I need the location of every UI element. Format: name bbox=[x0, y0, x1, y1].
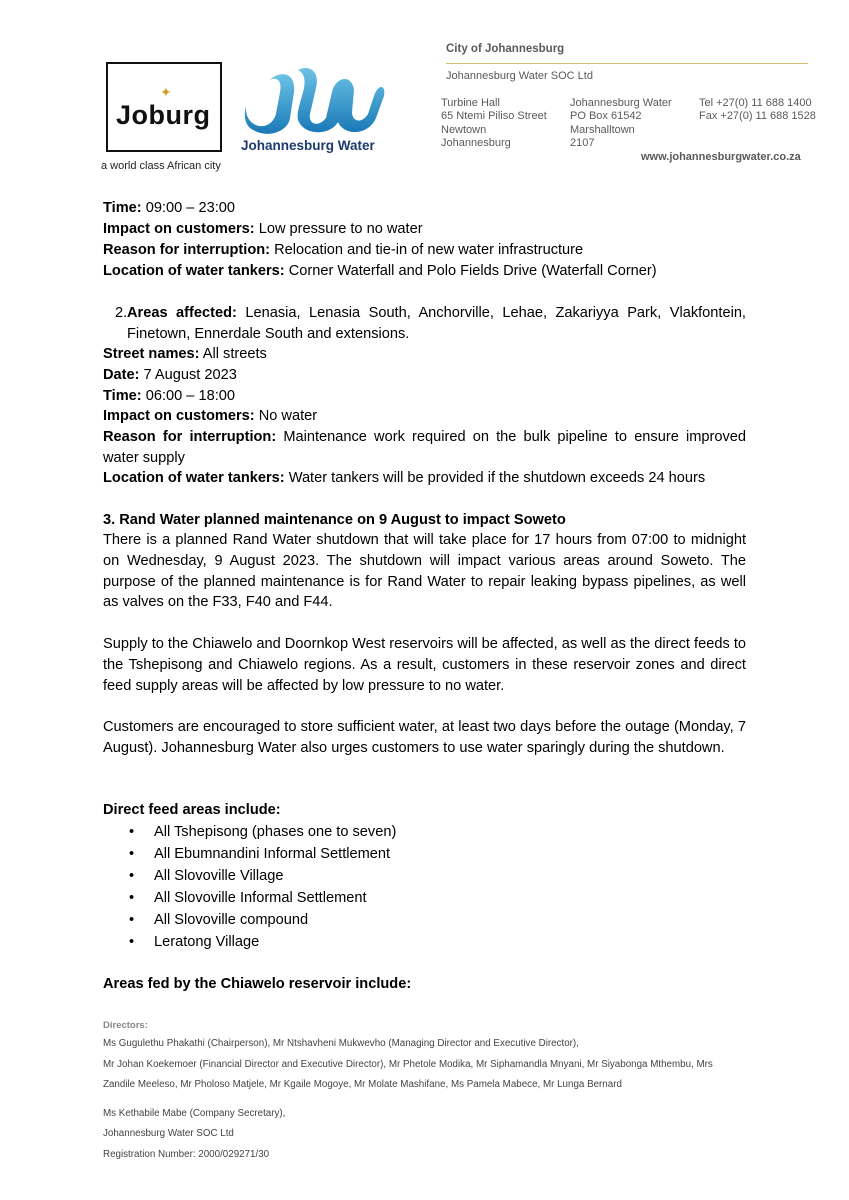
list-item-text: All Ebumnandini Informal Settlement bbox=[154, 846, 391, 862]
address-line: PO Box 61542 bbox=[570, 110, 642, 123]
list-item bbox=[103, 821, 396, 843]
address-line: Marshalltown bbox=[570, 123, 635, 136]
list-item-text: All Tshepisong (phases one to seven) bbox=[154, 824, 397, 840]
city-title: City of Johannesburg bbox=[446, 43, 565, 55]
field-label: Time: bbox=[103, 200, 142, 216]
physical-address bbox=[441, 97, 547, 151]
field-label: Location of water tankers: bbox=[103, 263, 285, 279]
s1-reason-row bbox=[103, 240, 746, 261]
johannesburg-water-logo-text: Johannesburg Water bbox=[241, 138, 375, 153]
field-value: 7 August 2023 bbox=[139, 367, 237, 383]
joburg-logo-text: Joburg bbox=[116, 100, 211, 130]
bullet-icon: • bbox=[129, 846, 135, 862]
field-label: Areas affected: bbox=[127, 305, 237, 321]
s1-tankers-row bbox=[103, 261, 746, 282]
field-label: Impact on customers: bbox=[103, 408, 255, 424]
s1-impact-row bbox=[103, 219, 746, 240]
telephone: Tel +27(0) 11 688 1400 bbox=[699, 97, 812, 109]
water-wave-icon bbox=[240, 62, 390, 138]
field-label: Impact on customers: bbox=[103, 221, 255, 237]
s2-areas bbox=[127, 303, 746, 345]
field-value: Relocation and tie-in of new water infrastructure bbox=[270, 242, 584, 258]
s2-impact-row bbox=[103, 406, 746, 427]
address-line: Turbine Hall bbox=[441, 97, 500, 109]
postal-address bbox=[570, 97, 672, 151]
list-item bbox=[103, 931, 396, 953]
s1-time-row bbox=[103, 198, 746, 219]
field-value: Water tankers will be provided if the shutdown exceeds 24 hours bbox=[284, 470, 706, 486]
address-line: Newtown bbox=[441, 123, 487, 136]
bullet-icon: • bbox=[129, 824, 135, 840]
field-label: Date: bbox=[103, 367, 140, 383]
field-value: Corner Waterfall and Polo Fields Drive (Waterfall Corner) bbox=[284, 263, 657, 279]
star-icon: ✦ bbox=[160, 84, 172, 100]
direct-feed-heading: Direct feed areas include: bbox=[103, 802, 281, 818]
bullet-icon: • bbox=[129, 912, 135, 928]
s2-date-row bbox=[103, 365, 746, 386]
field-label: Reason for interruption: bbox=[103, 242, 271, 258]
header-divider bbox=[446, 63, 808, 64]
s2-streets-row bbox=[103, 344, 746, 365]
s2-tankers-row bbox=[103, 468, 746, 489]
list-item-text: All Slovoville Informal Settlement bbox=[154, 890, 367, 906]
directors-list bbox=[103, 1034, 743, 1096]
footer-company-name: Johannesburg Water SOC Ltd bbox=[103, 1128, 234, 1140]
list-item-text: All Slovoville compound bbox=[154, 912, 309, 928]
address-line: Johannesburg Water bbox=[570, 97, 672, 109]
fax: Fax +27(0) 11 688 1528 bbox=[699, 110, 816, 123]
joburg-logo bbox=[106, 62, 222, 152]
list-item-text: All Slovoville Village bbox=[154, 868, 284, 884]
directors-line: Mr Johan Koekemoer (Financial Director and Executive Director), Mr Phetole Modika, Mr Siphamandla Mnyani, Mr Siyabonga Mthembu, Mrs bbox=[103, 1058, 713, 1070]
list-item bbox=[103, 843, 396, 865]
field-label: Time: bbox=[103, 388, 142, 404]
list-item bbox=[103, 887, 396, 909]
list-item bbox=[103, 865, 396, 887]
company-secretary: Ms Kethabile Mabe (Company Secretary), bbox=[103, 1108, 286, 1119]
direct-feed-list bbox=[103, 821, 396, 953]
website-link[interactable]: www.johannesburgwater.co.za bbox=[641, 151, 801, 163]
bullet-icon: • bbox=[129, 934, 135, 950]
company-name: Johannesburg Water SOC Ltd bbox=[446, 70, 593, 82]
s2-reason-row bbox=[103, 427, 746, 469]
registration-number: Registration Number: 2000/029271/30 bbox=[103, 1148, 270, 1160]
field-value: Low pressure to no water bbox=[254, 221, 423, 237]
field-value: Maintenance work required on the bulk pipeline to ensure improved water supply bbox=[103, 429, 746, 466]
list-item bbox=[103, 909, 396, 931]
field-value: Lenasia, Lenasia South, Anchorville, Lehae, Zakariyya Park, Vlakfontein, Finetown, Ennerdale South and extensions. bbox=[127, 305, 746, 342]
field-value: All streets bbox=[199, 346, 267, 362]
s3-paragraph-2: Supply to the Chiawelo and Doornkop West reservoirs will be affected, as well as the direct feeds to the Tshepisong and Chiawelo regions. As a result, customers in these reservoir zones and direct feed supply areas will be affected by low pressure to no water. bbox=[103, 636, 746, 694]
bullet-icon: • bbox=[129, 890, 135, 906]
s3-paragraph-1: There is a planned Rand Water shutdown that will take place for 17 hours from 07:00 to midnight on Wednesday, 9 August 2023. The shutdown will impact various areas around Soweto. The purpose of the planned maintenance is for Rand Water to repair leaking bypass pipelines, as well as valves on the F33, F40 and F44. bbox=[103, 532, 746, 611]
johannesburg-water-logo bbox=[240, 62, 390, 156]
s2-areas-item bbox=[103, 303, 746, 345]
field-value: 06:00 – 18:00 bbox=[141, 388, 235, 404]
section-number: 2. bbox=[115, 305, 128, 321]
joburg-tagline: a world class African city bbox=[101, 160, 221, 172]
directors-line: Ms Gugulethu Phakathi (Chairperson), Mr Ntshavheni Mukwevho (Managing Director and Executive Director), bbox=[103, 1038, 579, 1049]
field-label: Street names: bbox=[103, 346, 200, 362]
directors-line: Zandile Meeleso, Mr Pholoso Matjele, Mr Kgaile Mogoye, Mr Molate Mashifane, Ms Pamela Mabece, Mr Lunga Bernard bbox=[103, 1079, 622, 1090]
list-item-text: Leratong Village bbox=[154, 934, 260, 950]
company-details bbox=[103, 1104, 285, 1165]
field-label: Location of water tankers: bbox=[103, 470, 285, 486]
s2-time-row bbox=[103, 386, 746, 407]
s3-heading: 3. Rand Water planned maintenance on 9 August to impact Soweto bbox=[103, 512, 566, 528]
field-value: No water bbox=[254, 408, 318, 424]
address-line: Johannesburg bbox=[441, 137, 511, 150]
bullet-icon: • bbox=[129, 868, 135, 884]
directors-label: Directors: bbox=[103, 1020, 148, 1031]
s3-paragraph-3: Customers are encouraged to store sufficient water, at least two days before the outage (Monday, 7 August). Johannesburg Water also urges customers to use water sparingly during the shutdown. bbox=[103, 719, 746, 756]
address-line: 2107 bbox=[570, 137, 595, 150]
field-label: Reason for interruption: bbox=[103, 429, 277, 445]
contact-numbers bbox=[699, 97, 816, 124]
field-value: 09:00 – 23:00 bbox=[141, 200, 235, 216]
address-line: 65 Ntemi Piliso Street bbox=[441, 110, 547, 123]
chiawelo-heading: Areas fed by the Chiawelo reservoir include: bbox=[103, 976, 412, 992]
